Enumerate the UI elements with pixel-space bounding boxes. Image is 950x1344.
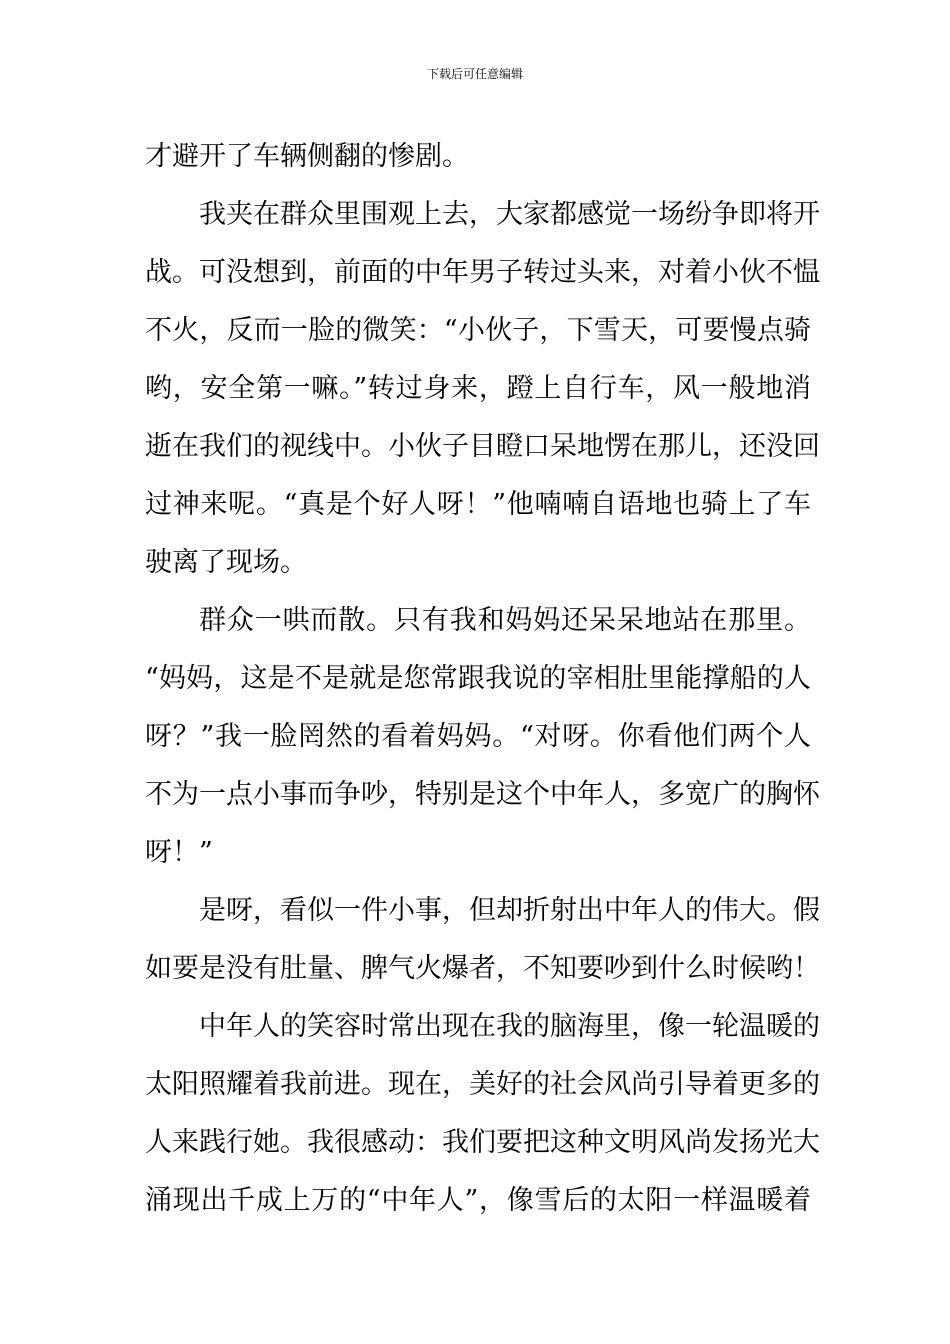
- text-line: 群众一哄而散。只有我和妈妈还呆呆地站在那里。: [199, 605, 811, 636]
- text-line: 逝在我们的视线中。小伙子目瞪口呆地愣在那儿，还没回: [145, 431, 820, 462]
- text-line: 呀！”: [145, 837, 213, 868]
- text-line: 中年人的笑容时常出现在我的脑海里，像一轮温暖的: [199, 1011, 820, 1042]
- text-line: 涌现出千成上万的“中年人”，像雪后的太阳一样温暖着: [145, 1185, 811, 1216]
- text-line: “妈妈，这是不是就是您常跟我说的宰相肚里能撑船的人: [145, 663, 811, 694]
- text-line: 如要是没有肚量、脾气火爆者，不知要吵到什么时候哟！: [145, 953, 820, 984]
- text-line: 驶离了现场。: [145, 547, 307, 578]
- body-text: [145, 128, 820, 1230]
- text-line: 才避开了车辆侧翻的惨剧。: [145, 141, 469, 172]
- text-line: 是呀，看似一件小事，但却折射出中年人的伟大。假: [199, 895, 820, 926]
- page-header: 下载后可任意编辑: [426, 67, 523, 81]
- text-line: 哟，安全第一嘛。”转过身来，蹬上自行车，风一般地消: [145, 373, 811, 404]
- text-line: 不为一点小事而争吵，特别是这个中年人，多宽广的胸怀: [145, 779, 820, 810]
- text-line: 过神来呢。“真是个好人呀！”他喃喃自语地也骑上了车: [145, 489, 811, 520]
- text-line: 不火，反而一脸的微笑：“小伙子，下雪天，可要慢点骑: [145, 315, 811, 346]
- text-line: 太阳照耀着我前进。现在，美好的社会风尚引导着更多的: [145, 1069, 820, 1100]
- text-line: 我夹在群众里围观上去，大家都感觉一场纷争即将开: [199, 199, 820, 230]
- text-line: 人来践行她。我很感动：我们要把这种文明风尚发扬光大: [145, 1127, 820, 1158]
- text-line: 呀？”我一脸罔然的看着妈妈。“对呀。你看他们两个人: [145, 721, 811, 752]
- text-line: 战。可没想到，前面的中年男子转过头来，对着小伙不愠: [145, 257, 820, 288]
